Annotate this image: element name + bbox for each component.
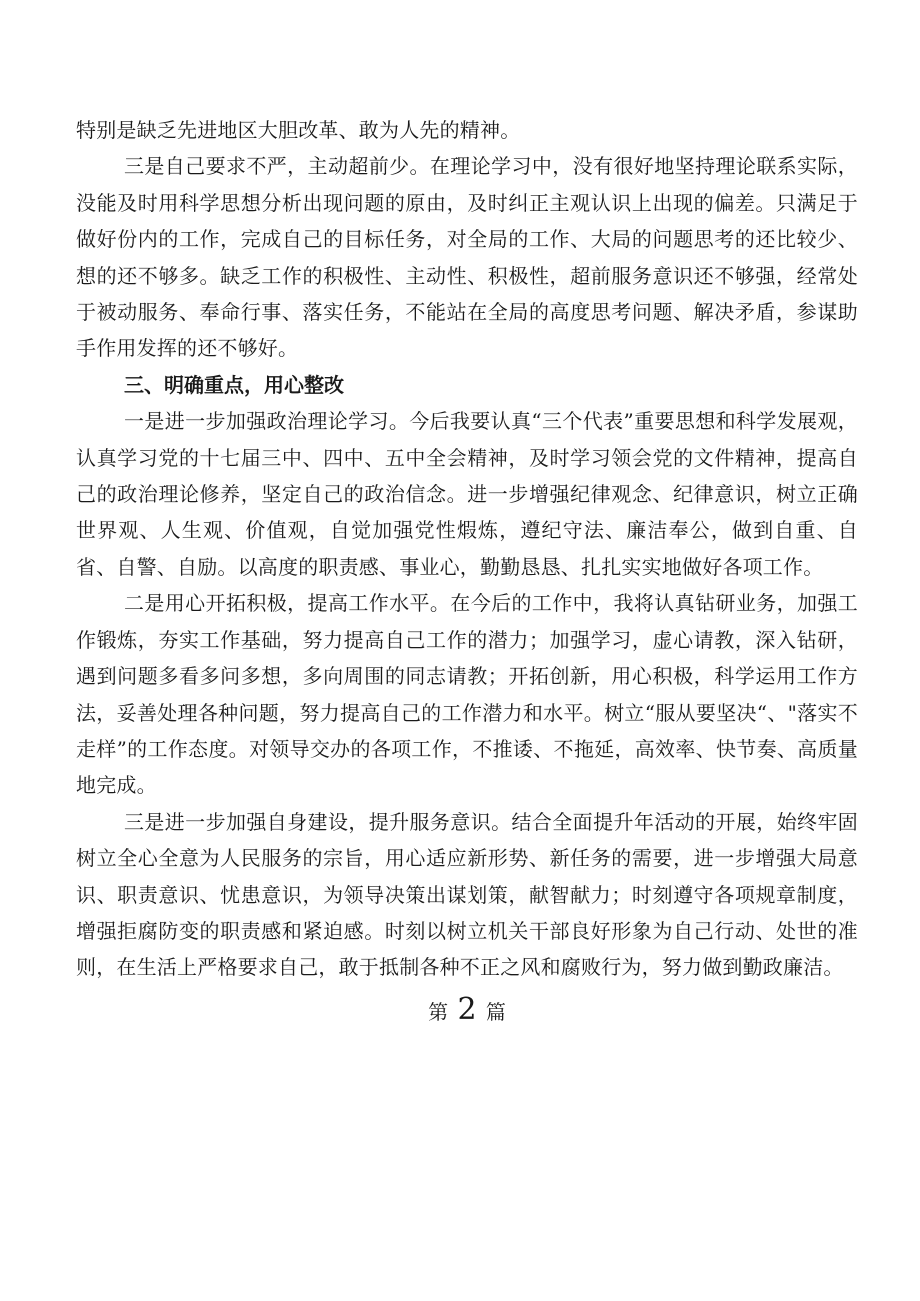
section-heading: 三、明确重点，用心整改: [124, 372, 344, 397]
section-number-label: [76, 990, 858, 1032]
paragraph-continued: 特别是缺乏先进地区大胆改革、敢为人先的精神。: [76, 118, 521, 142]
section-label-suffix: 篇: [485, 999, 506, 1024]
section-label-number: 2: [457, 991, 477, 1027]
section-label-prefix: 第: [428, 999, 449, 1024]
paragraph-work-level: 二是用心开拓积极，提高工作水平。在今后的工作中，我将认真钻研业务，加强工作锻炼，夯实工作基础，努力提高自己工作的潜力；加强学习，虚心请教，深入钻研，遇到问题多看多问多想，多向周围的同志请教；开拓创新，用心积极，科学运用工作方法，妥善处理各种问题，努力提高自己的工作潜力和水平。树立“服从要坚决“、"落实不走样”的工作态度。对领导交办的各项工作，不推诿、不拖延，高效率、快节奏、高质量地完成。: [76, 591, 858, 798]
paragraph-self-building: 三是进一步加强自身建设，提升服务意识。结合全面提升年活动的开展，始终牢固树立全心全意为人民服务的宗旨，用心适应新形势、新任务的需要，进一步增强大局意识、职责意识、忧患意识，为领导决策出谋划策，献智献力；时刻遵守各项规章制度，增强拒腐防变的职责感和紧迫感。时刻以树立机关干部良好形象为自己行动、处世的准则，在生活上严格要求自己，敢于抵制各种不正之风和腐败行为，努力做到勤政廉洁。: [76, 809, 858, 980]
document-body: [76, 112, 858, 1032]
paragraph-point-3-problems: 三是自己要求不严，主动超前少。在理论学习中，没有很好地坚持理论联系实际，没能及时用科学思想分析出现问题的原由，及时纠正主观认识上出现的偏差。只满足于做好份内的工作，完成自己的目标任务，对全局的工作、大局的问题思考的还比较少、想的还不够多。缺乏工作的积极性、主动性、积极性，超前服务意识还不够强，经常处于被动服务、奉命行事、落实任务，不能站在全局的高度思考问题、解决矛盾，参谋助手作用发挥的还不够好。: [76, 154, 858, 361]
paragraph-political-study: 一是进一步加强政治理论学习。今后我要认真“三个代表”重要思想和科学发展观，认真学习党的十七届三中、四中、五中全会精神，及时学习领会党的文件精神，提高自己的政治理论修养，坚定自己的政治信念。进一步增强纪律观念、纪律意识，树立正确世界观、人生观、价值观，自觉加强党性煆炼，遵纪守法、廉洁奉公，做到自重、自省、自警、自励。以高度的职责感、事业心，勤勤恳恳、扎扎实实地做好各项工作。: [76, 409, 858, 579]
